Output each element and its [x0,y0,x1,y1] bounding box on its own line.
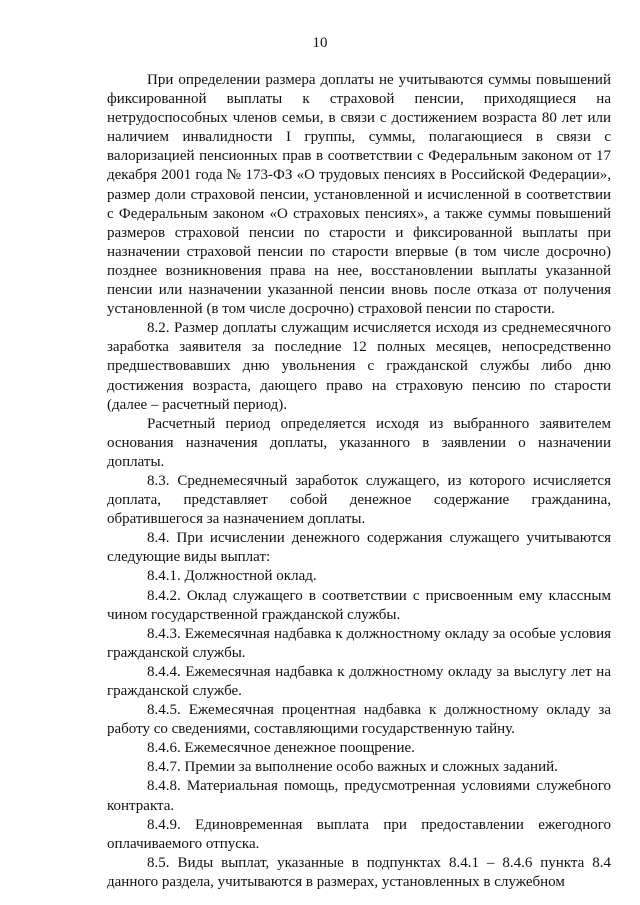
paragraph-8-4-9: 8.4.9. Единовременная выплата при предоставлении ежегодного оплачиваемого отпуска. [107,816,611,852]
paragraph-8-4-7: 8.4.7. Премии за выполнение особо важных и сложных заданий. [147,759,558,776]
paragraph-8-4-5: 8.4.5. Ежемесячная процентная надбавка к должностному окладу за работу со сведениями, составляющими государственную тайну. [107,702,611,738]
paragraph-8-4-6: 8.4.6. Ежемесячное денежное поощрение. [147,740,415,757]
paragraph-8-4-1: 8.4.1. Должностной оклад. [147,568,317,585]
document-body [107,71,611,892]
paragraph-8-5: 8.5. Виды выплат, указанные в подпунктах 8.4.1 – 8.4.6 пункта 8.4 данного раздела, учитываются в размерах, установленных в служебном [107,854,611,890]
paragraph-8-3: 8.3. Среднемесячный заработок служащего, из которого исчисляется доплата, представляет собой денежное содержание гражданина, обратившегося за назначением доплаты. [107,472,611,528]
paragraph-8-2: 8.2. Размер доплаты служащим исчисляется исходя из среднемесячного заработка заявителя за последние 12 полных месяцев, непосредственно предшествовавших дню увольнения с гражданской службы либо дню достижения возраста, дающего право на страховую пенсию по старости (далее – расчетный период). [107,320,611,413]
paragraph-8-4-3: 8.4.3. Ежемесячная надбавка к должностному окладу за особые условия гражданской службы. [107,625,611,661]
paragraph-8-4-2: 8.4.2. Оклад служащего в соответствии с присвоенным ему классным чином государственной гражданской службы. [107,587,611,623]
paragraph-8-4-4: 8.4.4. Ежемесячная надбавка к должностному окладу за выслугу лет на гражданской службе. [107,663,611,699]
page-number: 10 [312,35,328,51]
paragraph-pension-exclusions: При определении размера доплаты не учитываются суммы повышений фиксированной выплаты к страховой пенсии, приходящиеся на нетрудоспособных членов семьи, в связи с достижением возраста 80 лет или наличием инвалидности I группы, суммы, полагающиеся в связи с валоризацией пенсионных прав в соответствии с Федеральным законом от 17 декабря 2001 года № 173-ФЗ «О трудовых пенсиях в Российской Федерации», размер доли страховой пенсии, установленной и исчисленной в соответствии с Федеральным законом «О страховых пенсиях», а также суммы повышений размеров страховой пенсии по старости и фиксированной выплаты при назначении страховой пенсии по старости впервые (в том числе досрочно) позднее возникновения права на нее, восстановлении выплаты указанной пенсии или назначении указанной пенсии вновь после отказа от получения установленной (в том числе досрочно) страховой пенсии по старости. [107,72,611,318]
paragraph-8-4-8: 8.4.8. Материальная помощь, предусмотренная условиями служебного контракта. [107,778,611,814]
paragraph-8-4: 8.4. При исчислении денежного содержания служащего учитываются следующие виды выплат: [107,530,611,566]
paragraph-calculation-period: Расчетный период определяется исходя из выбранного заявителем основания назначения доплаты, указанного в заявлении о назначении доплаты. [107,415,611,470]
